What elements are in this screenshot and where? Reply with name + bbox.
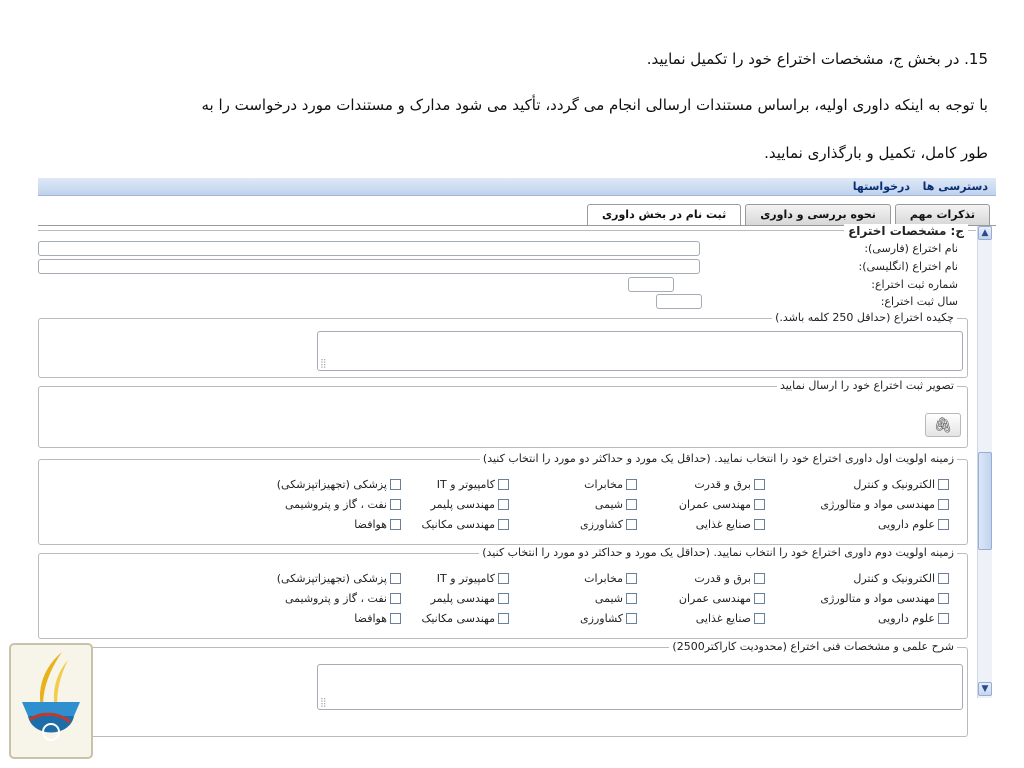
checkbox-icon[interactable] xyxy=(938,479,949,490)
checkbox-icon[interactable] xyxy=(938,499,949,510)
field-option[interactable] xyxy=(277,572,401,585)
field-option-label: برق و قدرت xyxy=(694,572,751,585)
checkbox-icon[interactable] xyxy=(390,613,401,624)
field-option[interactable] xyxy=(431,498,509,511)
tab-bar xyxy=(587,204,990,226)
checkbox-icon[interactable] xyxy=(498,613,509,624)
form-screenshot xyxy=(38,178,996,708)
checkbox-icon[interactable] xyxy=(938,613,949,624)
field-option-label: شیمی xyxy=(594,498,623,511)
abstract-textarea[interactable] xyxy=(317,331,963,371)
emblem-logo xyxy=(8,642,94,760)
checkbox-icon[interactable] xyxy=(754,573,765,584)
checkbox-icon[interactable] xyxy=(626,573,637,584)
input-reg-number[interactable] xyxy=(628,277,674,292)
field-option-label: علوم دارویی xyxy=(877,612,935,625)
checkbox-icon[interactable] xyxy=(626,519,637,530)
image-upload-fieldset xyxy=(38,379,968,448)
field-option[interactable] xyxy=(437,478,509,491)
label-name-en: نام اختراع (انگلیسی): xyxy=(858,260,958,273)
tab-review-method[interactable]: نحوه بررسی و داوری xyxy=(745,204,891,226)
field-option-label: شیمی xyxy=(594,592,623,605)
checkbox-icon[interactable] xyxy=(938,573,949,584)
resize-grip-icon[interactable]: ⣿ xyxy=(320,359,327,369)
field-option-label: مهندسی مکانیک xyxy=(421,612,495,625)
field-option[interactable] xyxy=(422,518,509,531)
field-option[interactable] xyxy=(431,592,509,605)
field-option[interactable] xyxy=(694,572,765,585)
abstract-fieldset xyxy=(38,311,968,378)
field-option-label: کشاورزی xyxy=(580,518,623,531)
field-option-label: صنایع غذایی xyxy=(695,612,751,625)
field-option-label: مهندسی پلیمر xyxy=(430,498,495,511)
abstract-legend: چکیده اختراع (حداقل 250 کلمه باشد.) xyxy=(772,311,957,324)
checkbox-icon[interactable] xyxy=(754,593,765,604)
checkbox-icon[interactable] xyxy=(754,613,765,624)
checkbox-icon[interactable] xyxy=(938,593,949,604)
instruction-step-15: 15. در بخش ج، مشخصات اختراع خود را تکمیل نمایید. xyxy=(646,50,988,68)
section-divider xyxy=(38,230,976,231)
vertical-scrollbar[interactable] xyxy=(977,226,992,698)
field-option[interactable] xyxy=(679,592,765,605)
instruction-note-continued: طور کامل، تکمیل و بارگذاری نمایید. xyxy=(764,144,988,162)
field-option[interactable] xyxy=(853,572,949,585)
checkbox-icon[interactable] xyxy=(754,479,765,490)
field-option[interactable] xyxy=(696,518,765,531)
field-option-label: برق و قدرت xyxy=(694,478,751,491)
field-option-label: پزشکی (تجهیزاتپزشکی) xyxy=(276,572,387,585)
field-option-label: الکترونیک و کنترل xyxy=(853,478,935,491)
field-option-label: هوافضا xyxy=(354,612,387,625)
field-option[interactable] xyxy=(277,478,401,491)
checkbox-icon[interactable] xyxy=(626,499,637,510)
field-option[interactable] xyxy=(285,498,401,511)
field-option[interactable] xyxy=(595,592,637,605)
technical-description-fieldset xyxy=(38,640,968,737)
field-option[interactable] xyxy=(580,612,637,625)
checkbox-icon[interactable] xyxy=(754,519,765,530)
field-option[interactable] xyxy=(820,592,949,605)
field-option[interactable] xyxy=(820,498,949,511)
scrollbar-thumb[interactable] xyxy=(978,452,992,550)
primary-field-fieldset xyxy=(38,452,968,545)
field-option-label: مهندسی مکانیک xyxy=(421,518,495,531)
top-navigation xyxy=(38,178,996,196)
field-option[interactable] xyxy=(354,612,401,625)
field-option[interactable] xyxy=(354,518,401,531)
field-option-label: کشاورزی xyxy=(580,612,623,625)
field-option-label: مهندسی پلیمر xyxy=(430,592,495,605)
field-option[interactable] xyxy=(696,612,765,625)
field-option-label: مهندسی مواد و متالورژی xyxy=(820,498,935,511)
input-name-en[interactable] xyxy=(38,259,700,274)
checkbox-icon[interactable] xyxy=(390,479,401,490)
field-option-label: مهندسی عمران xyxy=(678,592,751,605)
field-option[interactable] xyxy=(285,592,401,605)
field-option-label: علوم دارویی xyxy=(877,518,935,531)
field-option-label: نفت ، گاز و پتروشیمی xyxy=(284,592,387,605)
field-option-label: کامپیوتر و IT xyxy=(436,478,495,491)
checkbox-icon[interactable] xyxy=(390,593,401,604)
paperclip-icon[interactable]: 🖇 xyxy=(925,413,961,437)
tab-important-notes[interactable]: تذکرات مهم xyxy=(895,204,990,226)
chevron-up-icon[interactable]: ▲ xyxy=(978,226,992,240)
checkbox-icon[interactable] xyxy=(626,613,637,624)
field-option-label: مهندسی مواد و متالورژی xyxy=(820,592,935,605)
nav-access[interactable]: دسترسی ها xyxy=(922,180,988,193)
field-option[interactable] xyxy=(584,478,637,491)
field-option[interactable] xyxy=(878,612,949,625)
checkbox-icon[interactable] xyxy=(498,573,509,584)
field-option[interactable] xyxy=(584,572,637,585)
field-option-label: مهندسی عمران xyxy=(678,498,751,511)
section-title: ج: مشخصات اختراع xyxy=(844,224,968,238)
checkbox-icon[interactable] xyxy=(626,593,637,604)
field-option[interactable] xyxy=(878,518,949,531)
field-option[interactable] xyxy=(595,498,637,511)
checkbox-icon[interactable] xyxy=(498,519,509,530)
label-reg-year: سال ثبت اختراع: xyxy=(880,295,958,308)
field-option[interactable] xyxy=(437,572,509,585)
checkbox-icon[interactable] xyxy=(390,519,401,530)
secondary-field-legend: زمینه اولویت دوم داوری اختراع خود را انتخاب نمایید. (حداقل یک مورد و حداکثر دو مورد را انتخاب کنید) xyxy=(479,546,957,559)
checkbox-icon[interactable] xyxy=(626,479,637,490)
checkbox-icon[interactable] xyxy=(390,499,401,510)
label-name-fa: نام اختراع (فارسی): xyxy=(864,242,958,255)
field-option[interactable] xyxy=(694,478,765,491)
checkbox-icon[interactable] xyxy=(498,479,509,490)
input-reg-year[interactable] xyxy=(656,294,702,309)
field-option[interactable] xyxy=(679,498,765,511)
instruction-note: با توجه به اینکه داوری اولیه، براساس مستندات ارسالی انجام می گردد، تأکید می شود مدارک و مستندات مورد درخواست را به xyxy=(201,96,988,114)
technical-description-legend: شرح علمی و مشخصات فنی اختراع (محدودیت کاراکتر2500) xyxy=(669,640,957,653)
resize-grip-icon[interactable]: ⣿ xyxy=(320,698,327,708)
image-upload-legend: تصویر ثبت اختراع خود را ارسال نمایید xyxy=(777,379,957,392)
tab-register-review[interactable]: ثبت نام در بخش داوری xyxy=(587,204,741,226)
field-option-label: مخابرات xyxy=(584,478,623,491)
invention-form xyxy=(38,224,976,708)
nav-requests[interactable]: درخواستها xyxy=(852,180,910,193)
checkbox-icon[interactable] xyxy=(938,519,949,530)
field-option-label: مخابرات xyxy=(584,572,623,585)
field-option[interactable] xyxy=(422,612,509,625)
label-reg-number: شماره ثبت اختراع: xyxy=(871,278,958,291)
technical-description-textarea[interactable] xyxy=(317,664,963,710)
field-option-label: پزشکی (تجهیزاتپزشکی) xyxy=(276,478,387,491)
checkbox-icon[interactable] xyxy=(498,593,509,604)
chevron-down-icon[interactable]: ▼ xyxy=(978,682,992,696)
field-option-label: صنایع غذایی xyxy=(695,518,751,531)
field-option-label: هوافضا xyxy=(354,518,387,531)
primary-field-legend: زمینه اولویت اول داوری اختراع خود را انتخاب نمایید. (حداقل یک مورد و حداکثر دو مورد را انتخاب کنید) xyxy=(480,452,957,465)
field-option-label: کامپیوتر و IT xyxy=(436,572,495,585)
checkbox-icon[interactable] xyxy=(498,499,509,510)
secondary-field-fieldset xyxy=(38,546,968,639)
field-option-label: الکترونیک و کنترل xyxy=(853,572,935,585)
field-option[interactable] xyxy=(853,478,949,491)
field-option[interactable] xyxy=(580,518,637,531)
checkbox-icon[interactable] xyxy=(390,573,401,584)
input-name-fa[interactable] xyxy=(38,241,700,256)
field-option-label: نفت ، گاز و پتروشیمی xyxy=(284,498,387,511)
checkbox-icon[interactable] xyxy=(754,499,765,510)
